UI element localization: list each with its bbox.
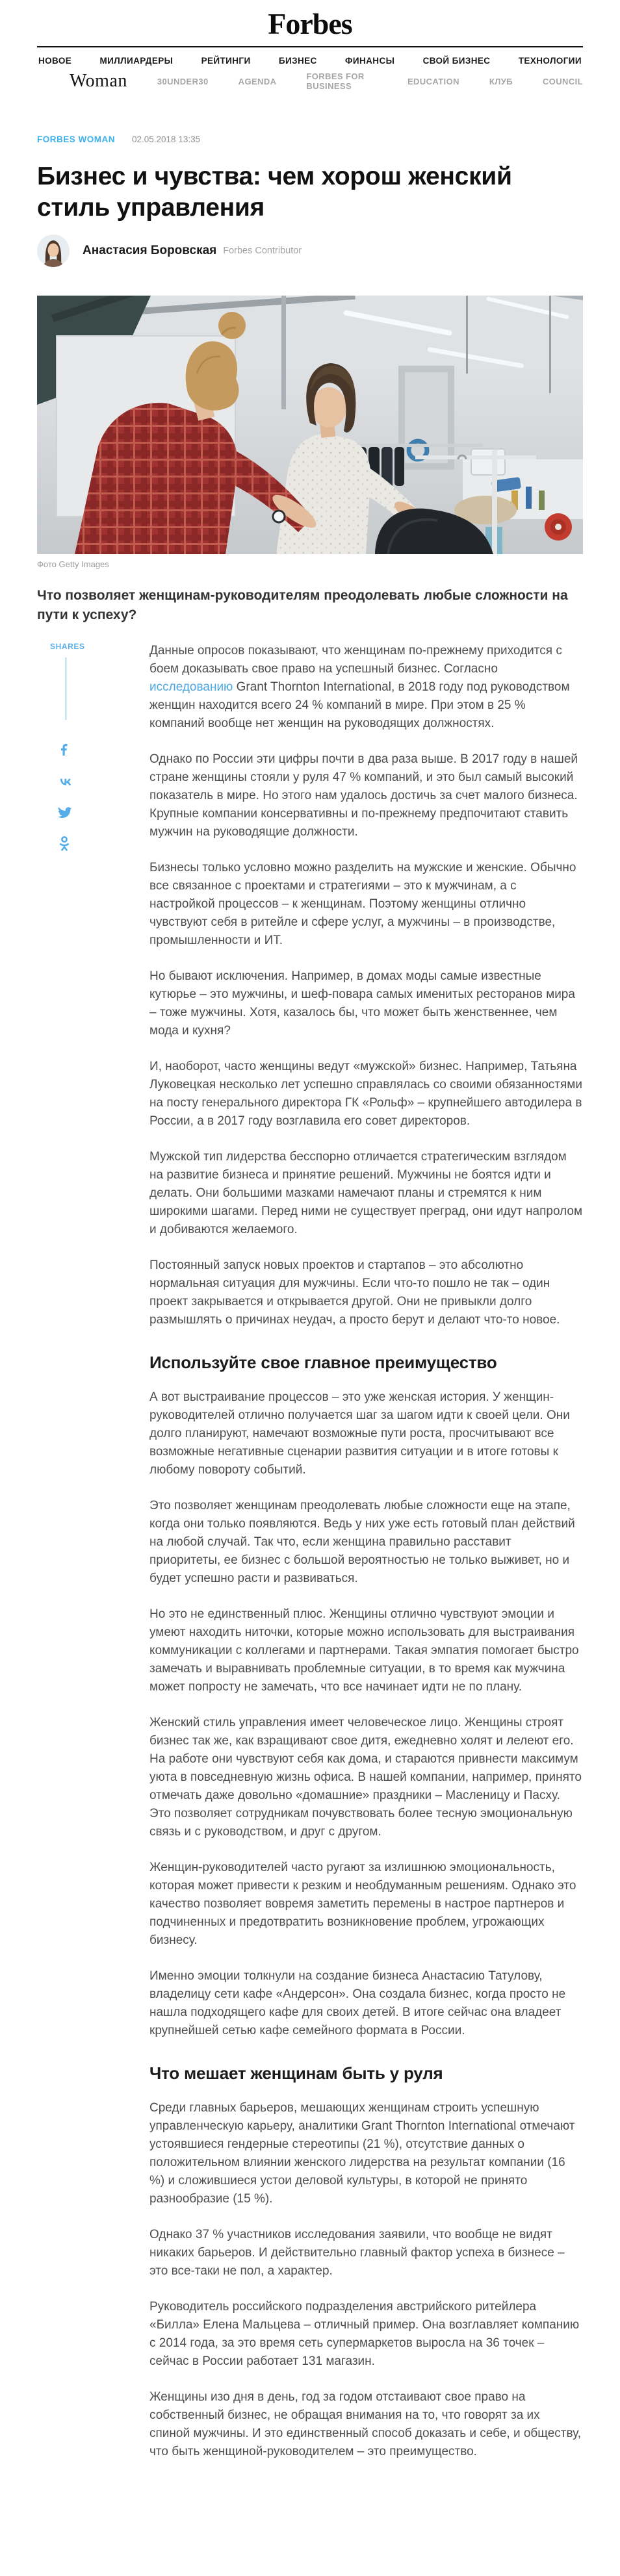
workshop-photo-illustration <box>37 296 583 554</box>
secondary-nav <box>70 70 583 101</box>
paragraph: Женщин-руководителей часто ругают за излишнюю эмоциональность, которая может привести к резким и необдуманным решениям. Однако это качество позволяет вовремя заметить перемены в настрое партнеров и подчиненных и предотвратить возникновение проблем, угрожающих бизнесу. <box>149 1860 576 1947</box>
twitter-icon <box>57 804 74 820</box>
paragraph: Среди главных барьеров, мешающих женщинам строить успешную управленческую карьеру, аналитики Grant Thornton International отмечают устоявшиеся гендерные стереотипы (21 %), отсутствие данных о положительном влиянии женского лидерства на результат компании (16 %) и сложившиеся устои деловой культуры, в которой не принято разнообразие (15 %). <box>149 2100 575 2206</box>
odnoklassniki-share-button[interactable] <box>57 835 74 852</box>
paragraph: Бизнесы только условно можно разделить на мужские и женские. Обычно все связанное с проектами и стратегиями – это к мужчинам, а с настройкой процессов – к женщинам. Поэтому женщины отлично чувствуют себя в ритейле и сфере услуг, а мужчины – в производстве, промышленности и ИТ. <box>149 860 576 947</box>
research-link[interactable]: исследованию <box>149 680 233 694</box>
nav-item-forbes-for-business[interactable]: FORBES FOR BUSINESS <box>306 71 365 91</box>
paragraph: Но это не единственный плюс. Женщины отлично чувствуют эмоции и умеют находить ниточки, которые можно использовать для выстраивания коммуникации с коллегами и партнерами. Такая эмпатия помогает быстро замечать и выравнивать проблемные ситуации, в то время как мужчина может попросту не замечать, что все начинает идти не по плану. <box>149 1607 579 1694</box>
author-name[interactable]: Анастасия Боровская <box>83 244 217 258</box>
article-body <box>149 642 583 2479</box>
author-avatar[interactable] <box>37 235 70 267</box>
nav-item-tekhnologii[interactable]: ТЕХНОЛОГИИ <box>518 56 582 66</box>
publish-datetime: 02.05.2018 13:35 <box>132 134 201 144</box>
hero-image <box>37 296 583 554</box>
shares-label: SHARES <box>50 641 85 651</box>
paragraph: Женщины изо дня в день, год за годом отстаивают свое право на собственный бизнес, не обращая внимания на то, что говорят за их спиной мужчины. И это единственный способ доказать и себе, и обществу, что быть женщиной-руководителем – это преимущество. <box>149 2390 582 2458</box>
nav-item-30under30[interactable]: 30UNDER30 <box>157 76 209 86</box>
share-rail <box>37 642 149 2479</box>
article-title: Бизнес и чувства: чем хорош женский стиль управления <box>37 162 512 222</box>
nav-item-council[interactable]: COUNCIL <box>542 76 583 86</box>
photo-credit: Фото Getty Images <box>37 559 109 570</box>
article <box>37 134 583 2576</box>
odnoklassniki-icon <box>57 835 74 852</box>
paragraph: Но бывают исключения. Например, в домах моды самые известные кутюрье – это мужчины, и шеф-повара самых именитых ресторанов мира – тоже мужчины. Хотя, казалось бы, что может быть женственнее, чем мода и кухня? <box>149 969 575 1038</box>
paragraph: И, наоборот, часто женщины ведут «мужской» бизнес. Например, Татьяна Луковецкая несколько лет успешно справлялась со своими обязанностями на посту генерального директора ГК «Рольф» – крупнейшего автодилера в России, а в 2017 году возглавила его совет директоров. <box>149 1059 582 1128</box>
paragraph: Именно эмоции толкнули на создание бизнеса Анастасию Татулову, владелицу сети кафе «Андерсон». Она создала бизнес, когда просто не нашла подходящего кафе для своих детей. В итоге сейчас она владеет крупнейшей сетью кафе семейного формата в России. <box>149 1969 566 2037</box>
paragraph: Это позволяет женщинам преодолевать любые сложности еще на этапе, когда они только появляются. Ведь у них уже есть готовый план действий на любой случай. Так что, если женщина правильно расставит приоритеты, ее бизнес с большой вероятностью не только выживет, но и будет успешно расти и развиваться. <box>149 1498 575 1585</box>
author-avatar-image <box>37 235 70 267</box>
twitter-share-button[interactable] <box>57 804 74 821</box>
nav-item-novoe[interactable]: НОВОЕ <box>38 56 72 66</box>
author-block <box>37 235 583 267</box>
nav-item-agenda[interactable]: AGENDA <box>238 76 277 86</box>
author-role: Forbes Contributor <box>223 246 302 257</box>
paragraph: Однако по России эти цифры почти в два раза выше. В 2017 году в нашей стране женщины стояли у руля 47 % компаний, и это был самый высокий показатель в мире. Но этого нам удалось достичь за счет малого бизнеса. Крупные компании консервативны и по-прежнему предпочитают ставить мужчин на руководящие должности. <box>149 752 578 839</box>
vk-share-button[interactable] <box>57 773 74 790</box>
section-heading-barriers: Что мешает женщинам быть у руля <box>149 2063 443 2083</box>
site-header <box>0 0 620 101</box>
nav-item-biznes[interactable]: БИЗНЕС <box>278 56 317 66</box>
nav-item-woman[interactable]: Woman <box>70 71 127 91</box>
article-meta <box>37 134 583 144</box>
vk-icon <box>57 773 74 789</box>
forbes-logo[interactable]: Forbes <box>268 7 352 40</box>
nav-item-reitingi[interactable]: РЕЙТИНГИ <box>201 56 251 66</box>
primary-nav <box>37 47 583 70</box>
paragraph: Постоянный запуск новых проектов и стартапов – это абсолютно нормальная ситуация для мужчины. Если что-то пошло не так – один проект закрывается и открывается другой. Они не привыкли долго размышлять о причинах неудач, а просто берут и делают что-то новое. <box>149 1258 560 1327</box>
nav-item-klub[interactable]: КЛУБ <box>489 76 513 86</box>
paragraph-text: Данные опросов показывают, что женщинам по-прежнему приходится с боем доказывать свое право на успешный бизнес. Согласно <box>149 643 562 676</box>
paragraph: А вот выстраивание процессов – это уже женская история. У женщин-руководителей отлично получается шаг за шагом идти к своей цели. Они долго планируют, намечают возможные пути роста, просчитывают все возможные негативные сценарии развития ситуации и в итоге готовы к любому повороту событий. <box>149 1390 570 1477</box>
article-lede: Что позволяет женщинам-руководителям преодолевать любые сложности на пути к успеху? <box>37 588 568 622</box>
nav-item-milliardery[interactable]: МИЛЛИАРДЕРЫ <box>99 56 174 66</box>
facebook-share-button[interactable] <box>57 742 74 759</box>
paragraph: Однако 37 % участников исследования заявили, что вообще не видят никаких барьеров. И действительно главный фактор успеха в бизнесе – это все-таки не пол, а характер. <box>149 2227 565 2278</box>
category-link[interactable]: FORBES WOMAN <box>37 134 115 144</box>
facebook-icon <box>57 742 74 758</box>
nav-item-svoy-biznes[interactable]: СВОЙ БИЗНЕС <box>422 56 491 66</box>
paragraph: Женский стиль управления имеет человеческое лицо. Женщины строят бизнес так же, как взращивают свое дитя, ежедневно холят и лелеют его. На работе они чувствуют себя как дома, и стараются привнести максимум уюта в повседневную жизнь офиса. В нашей компании, например, принято отмечать даже довольно «домашние» праздники – Масленицу и Пасху. Это позволяет сотрудникам почувствовать более тесную эмоциональную связь и с руководством, и друг с другом. <box>149 1715 582 1839</box>
paragraph-text: Grant Thornton International, в 2018 году под руководством женщин находится всего 24 % компаний в мире. При этом в 25 % компаний вообще нет женщин на руководящих должностях. <box>149 680 570 730</box>
paragraph: Мужской тип лидерства бесспорно отличается стратегическим взглядом на развитие бизнеса и принятие решений. Мужчины не боятся идти и делать. Они большими мазками намечают планы и стремятся к ним широкими шагами. Перед ними не существует преград, они идут напролом и добиваются желаемого. <box>149 1149 583 1236</box>
paragraph <box>149 642 583 733</box>
nav-item-education[interactable]: EDUCATION <box>407 76 459 86</box>
paragraph: Руководитель российского подразделения австрийского ритейлера «Билла» Елена Мальцева – отличный пример. Она возглавляет компанию с 2014 года, за это время сеть супермаркетов выросла на 36 точек – сейчас в России работает 131 магазин. <box>149 2299 580 2368</box>
section-heading-advantage: Используйте свое главное преимущество <box>149 1352 497 1372</box>
nav-item-finansy[interactable]: ФИНАНСЫ <box>344 56 395 66</box>
